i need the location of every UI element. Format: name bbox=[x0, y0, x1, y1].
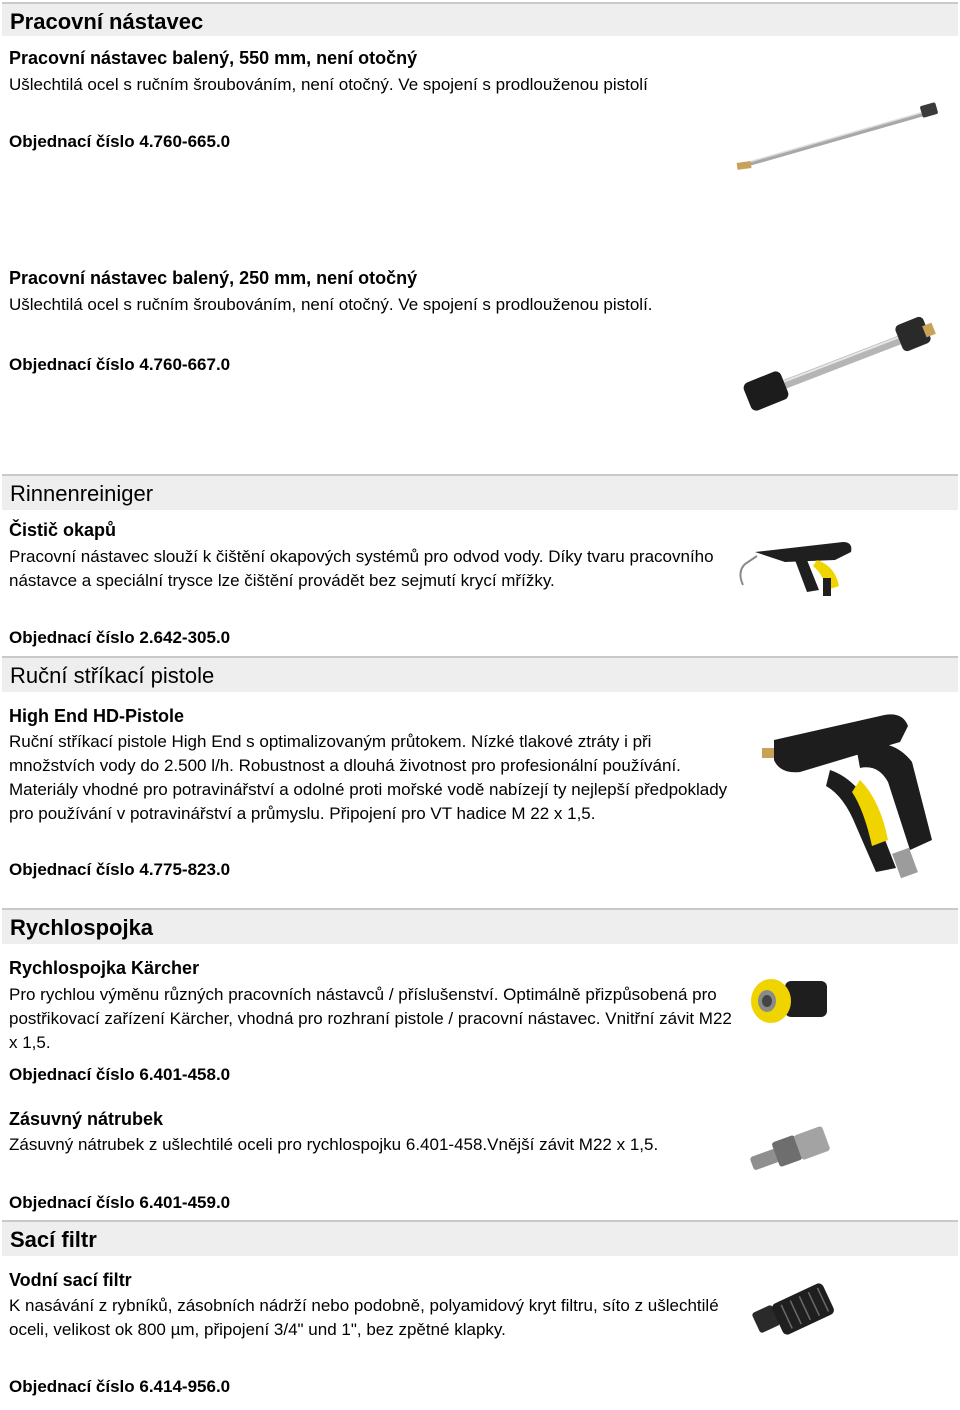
quick-coupling-icon bbox=[745, 965, 835, 1035]
lance-550-icon bbox=[735, 98, 940, 178]
section-header-rinnen bbox=[2, 474, 958, 510]
product-title: Zásuvný nátrubek bbox=[9, 1109, 164, 1129]
product-title: Vodní sací filtr bbox=[9, 1270, 132, 1290]
order-number: Objednací číslo 4.760-665.0 bbox=[9, 132, 231, 151]
section-title: Ruční stříkací pistole bbox=[10, 663, 215, 688]
product-description: K nasávání z rybníků, zásobních nádrží nebo podobně, polyamidový kryt filtru, síto z ušlechtilé oceli, velikost ok 800 µm, připojení 3/4" und 1", bez zpětné klapky. bbox=[9, 1296, 719, 1339]
section-title: Rinnenreiniger bbox=[10, 481, 154, 506]
product-title: Čistič okapů bbox=[9, 520, 117, 540]
order-number: Objednací číslo 2.642-305.0 bbox=[9, 628, 231, 647]
section-header-nastavec bbox=[2, 2, 958, 36]
spray-gun-icon bbox=[760, 700, 950, 885]
section-header-filtr bbox=[2, 1220, 958, 1256]
order-number: Objednací číslo 6.401-458.0 bbox=[9, 1065, 231, 1084]
section-title: Pracovní nástavec bbox=[10, 9, 204, 34]
plug-nipple-icon bbox=[745, 1118, 835, 1188]
product-description: Ruční stříkací pistole High End s optimalizovaným průtokem. Nízké tlakové ztráty i při množstvích vody do 2.500 l/h. Robustnost a dlouhá životnost pro profesionální používání. Materiály vhodné pro potravinářství a odolné proti mořské vodě nabízejí ty nejlepší předpoklady pro používání v potravinářství a průmyslu. Připojení pro VT hadice M 22 x 1,5. bbox=[9, 732, 728, 823]
product-description: Pracovní nástavec slouží k čištění okapových systémů pro odvod vody. Díky tvaru pracovního nástavce a speciální trysce lze čištění provádět bez sejmutí krycí mřížky. bbox=[9, 547, 714, 590]
product-title: Pracovní nástavec balený, 250 mm, není otočný bbox=[9, 268, 418, 288]
section-title: Rychlospojka bbox=[10, 915, 154, 940]
product-title: Pracovní nástavec balený, 550 mm, není otočný bbox=[9, 48, 418, 68]
product-description: Ušlechtilá ocel s ručním šroubováním, není otočný. Ve spojení s prodlouženou pistolí. bbox=[9, 295, 653, 314]
product-description: Ušlechtilá ocel s ručním šroubováním, není otočný. Ve spojení s prodlouženou pistolí bbox=[9, 75, 648, 94]
suction-filter-icon bbox=[745, 1278, 845, 1358]
lance-250-icon bbox=[740, 312, 940, 422]
section-header-rychlospojka bbox=[2, 908, 958, 944]
section-header-pistole bbox=[2, 656, 958, 692]
product-title: Rychlospojka Kärcher bbox=[9, 958, 200, 978]
product-description: Zásuvný nátrubek z ušlechtilé oceli pro rychlospojku 6.401-458.Vnější závit M22 x 1,5. bbox=[9, 1135, 659, 1154]
product-title: High End HD-Pistole bbox=[9, 706, 184, 726]
gutter-cleaner-icon bbox=[735, 530, 860, 610]
product-description: Pro rychlou výměnu různých pracovních nástavců / příslušenství. Optimálně přizpůsobená pro postřikovací zařízení Kärcher, vhodná pro rozhraní pistole / pracovní nástavec. Vnitřní závit M22 x 1,5. bbox=[9, 985, 732, 1052]
order-number: Objednací číslo 6.401-459.0 bbox=[9, 1193, 231, 1212]
order-number: Objednací číslo 6.414-956.0 bbox=[9, 1377, 231, 1396]
order-number: Objednací číslo 4.775-823.0 bbox=[9, 860, 231, 879]
section-title: Sací filtr bbox=[10, 1227, 97, 1252]
order-number: Objednací číslo 4.760-667.0 bbox=[9, 355, 231, 374]
